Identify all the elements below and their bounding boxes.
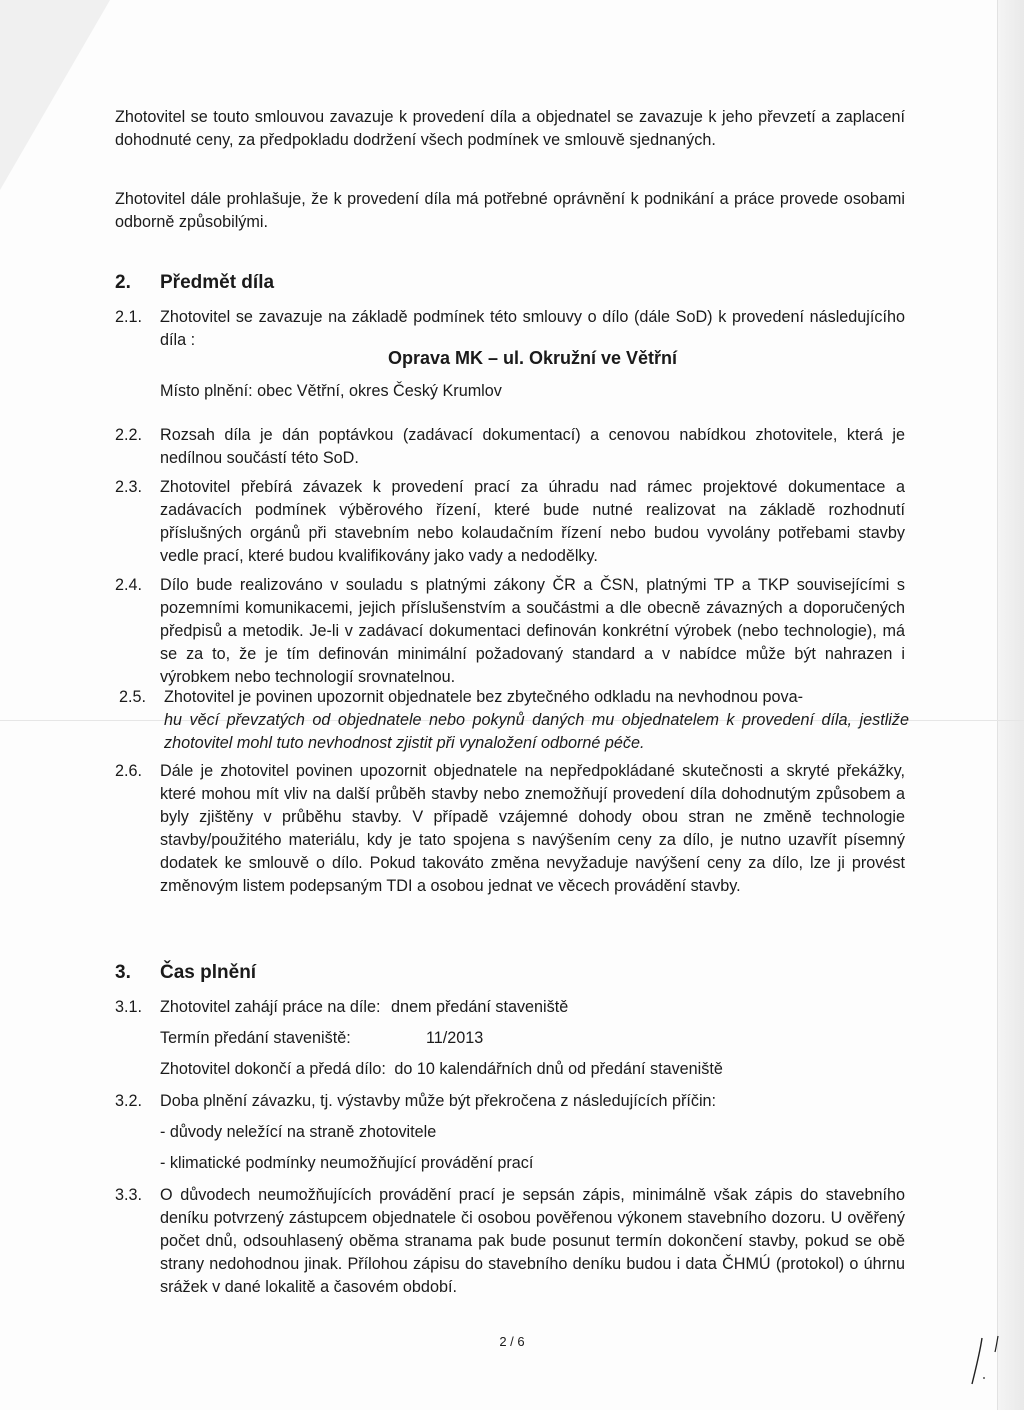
section-2-heading	[115, 270, 274, 296]
section-2-title: Předmět díla	[160, 272, 275, 293]
section-3-title: Čas plnění	[160, 962, 257, 983]
item-2-4-text: Dílo bude realizováno v souladu s platnými zákony ČR a ČSN, platnými TP a TKP souvisejícími s pozemními komunikacemi, jejich příslušenstvím a součástmi a dle obecně závazných a doporučených předpisů a metodik. Je-li v zadávací dokumentaci definován konkrétní výrobek (nebo technologie), má se za to, že je tím definován minimální požadovaný standard a v nabídce může být nahrazen i výrobkem nebo technologií srovnatelnou.	[160, 576, 905, 686]
scan-edge	[997, 0, 1024, 1410]
item-2-5-text-first: Zhotovitel je povinen upozornit objednatele bez zbytečného odkladu na nevhodnou pova-	[164, 688, 803, 706]
item-3-3-number: 3.3.	[115, 1186, 143, 1204]
finish-label: Zhotovitel dokončí a předá dílo:	[160, 1060, 386, 1078]
finish-value: do 10 kalendářních dnů od předání staveniště	[394, 1060, 723, 1078]
item-2-3-number: 2.3.	[115, 478, 143, 496]
handover-value: 11/2013	[426, 1029, 484, 1047]
place-of-performance: Místo plnění: obec Větřní, okres Český Krumlov	[160, 382, 502, 400]
reason-1: - důvody neležící na straně zhotovitele	[160, 1123, 437, 1141]
item-2-1-number: 2.1.	[115, 308, 143, 326]
section-3-heading	[115, 960, 256, 986]
item-3-3-text: O důvodech neumožňujících provádění prací je sepsán zápis, minimálně však zápis do stavebního deníku potvrzený zástupcem objednatele či osobou pověřenou výkonem stavebního dozoru. U ověřený počet dnů, odsouhlasený oběma stranama pak bude posunut termín dokončení stavby, pokud se obě strany nedohodnou jinak. Přílohou zápisu do stavebního deníku budou i data ČHMÚ (protokol) o úhrnu srážek v dané lokalitě a časovém období.	[160, 1186, 905, 1296]
item-2-3-text: Zhotovitel přebírá závazek k provedení prací za úhradu nad rámec projektové dokumentace a zadávacích podmínek výběrového řízení, které bude nutné realizovat na základě rozhodnutí příslušných orgánů při stavebním nebo kolaudačním řízení nebo budou vyvolány potřebami stavby vedle prací, které budou kvalifikovány jako vady a nedodělky.	[160, 478, 905, 565]
page-number: 2 / 6	[499, 1334, 525, 1349]
item-2-6-number: 2.6.	[115, 762, 143, 780]
handover-row	[160, 1027, 483, 1050]
work-title: Oprava MK – ul. Okružní ve Větřní	[387, 348, 678, 368]
intro-paragraph-1: Zhotovitel se touto smlouvou zavazuje k provedení díla a objednatel se zavazuje k jeho převzetí a zaplacení dohodnuté ceny, za předpokladu dodržení všech podmínek ve smlouvě sjednaných.	[115, 108, 905, 149]
handwritten-initials	[960, 1330, 1010, 1390]
folded-corner	[0, 0, 110, 190]
item-2-5-text-rest: hu věcí převzatých od objednatele nebo pokynů daných mu objednatelem k provedení díla, jestliže zhotovitel mohl tuto nevhodnost zjistit při vynaložení odborné péče.	[164, 711, 909, 752]
item-3-2-number: 3.2.	[115, 1092, 143, 1110]
start-row	[160, 996, 568, 1019]
section-2-number: 2.	[115, 272, 131, 293]
section-3-number: 3.	[115, 962, 131, 983]
intro-paragraph-2: Zhotovitel dále prohlašuje, že k provedení díla má potřebné oprávnění k podnikání a práce provede osobami odborně způsobilými.	[115, 190, 905, 231]
item-2-2-text: Rozsah díla je dán poptávkou (zadávací dokumentací) a cenovou nabídkou zhotovitele, která je nedílnou součástí této SoD.	[160, 426, 905, 467]
item-2-1-text: Zhotovitel se zavazuje na základě podmínek této smlouvy o dílo (dále SoD) k provedení následujícího díla :	[160, 308, 905, 349]
item-2-6-text: Dále je zhotovitel povinen upozornit objednatele na nepředpokládané skutečnosti a skryté překážky, které mohou mít vliv na další průběh stavby nebo znemožňují provedení díla dohodnutým způsobem a byly zjištěny v průběhu stavby. V případě vzájemné dohody obou stran ne změně technologie stavby/použitého materiálu, kdy je tato spojena s navýšením ceny za dílo, je nutno uzavřít písemný dodatek ke smlouvě o dílo. Pokud takováto změna nevyžaduje navýšení ceny za dílo, lze ji provést změnovým listem podepsaným TDI a osobou jednat ve věcech provádění stavby.	[160, 762, 905, 895]
start-value: dnem předání staveniště	[390, 998, 569, 1016]
item-2-2-number: 2.2.	[115, 426, 143, 444]
item-3-2-text: Doba plnění závazku, tj. výstavby může být překročena z následujících příčin:	[160, 1092, 717, 1110]
item-3-1-number: 3.1.	[115, 998, 143, 1016]
reason-2: - klimatické podmínky neumožňující provádění prací	[160, 1154, 534, 1172]
handover-label: Termín předání staveniště:	[160, 1029, 351, 1047]
item-2-5-number: 2.5.	[119, 688, 147, 706]
start-label: Zhotovitel zahájí práce na díle:	[160, 998, 381, 1016]
item-2-4-number: 2.4.	[115, 576, 143, 594]
finish-row	[160, 1058, 723, 1081]
